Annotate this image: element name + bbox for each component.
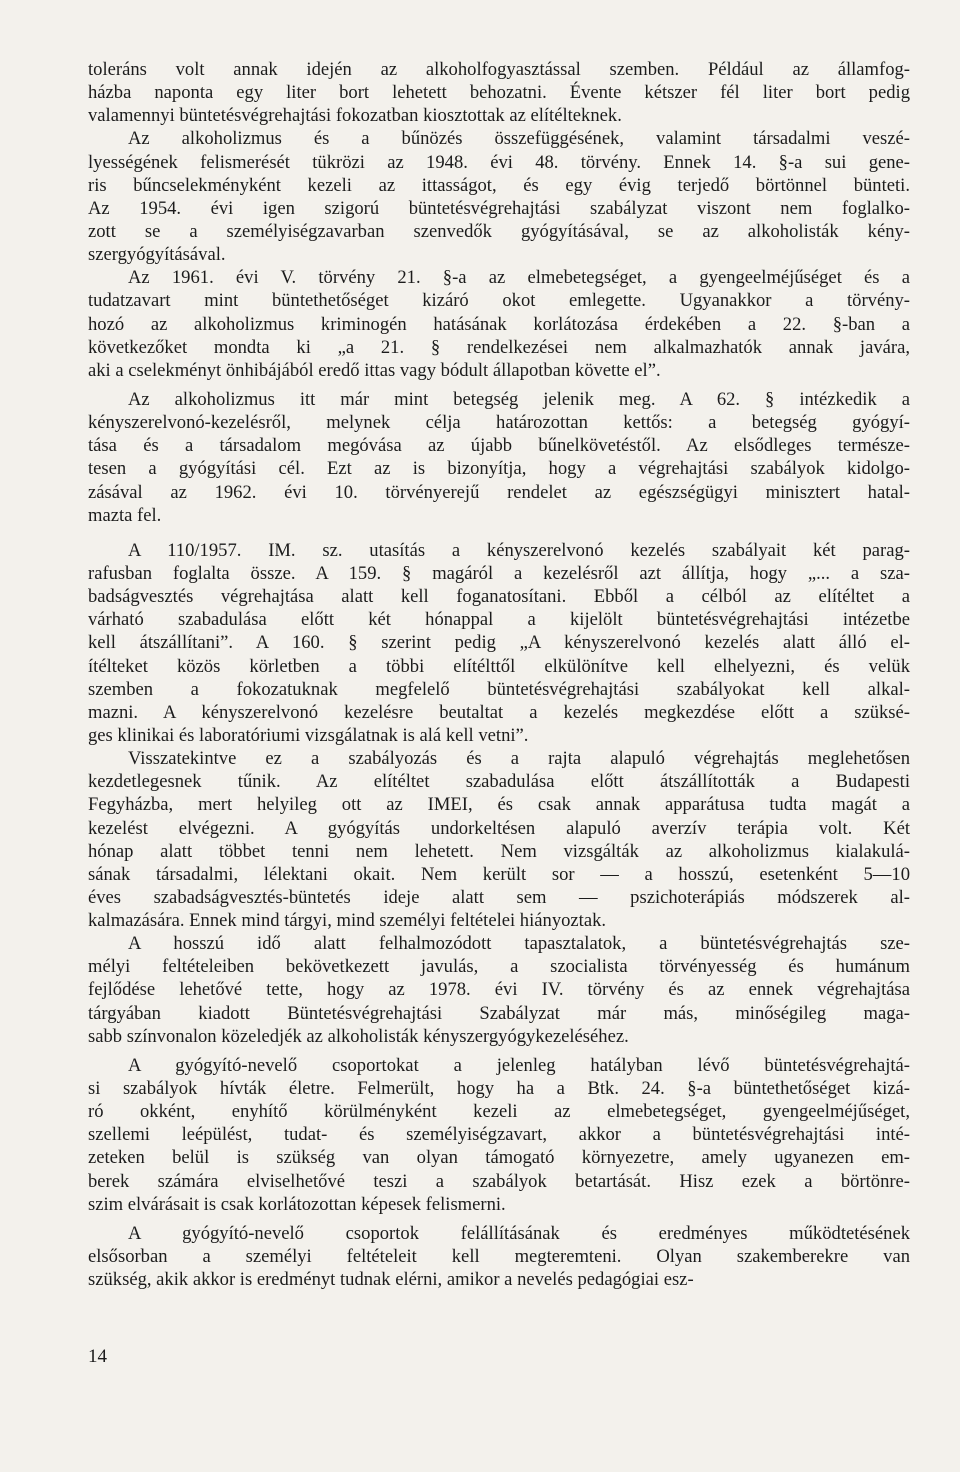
- text-line: szemben a fokozatuknak megfelelő büntetésvégrehajtási szabályokat kell alkal-: [88, 678, 910, 700]
- text-line: badságvesztés végrehajtása alatt kell foganatosítani. Ebből a célból az elítéltet a: [88, 586, 910, 608]
- text-line: ges klinikai és laboratóriumi vizsgálatnak is alá kell vetni”.: [88, 724, 529, 746]
- text-line: Az 1961. évi V. törvény 21. §-a az elmebetegséget, a gyengeelméjűséget és a: [128, 267, 910, 289]
- text-line: fejlődése lehetővé tette, hogy az 1978. évi IV. törvény és az ennek végrehajtása: [88, 979, 910, 1001]
- text-line: valamennyi büntetésvégrehajtási fokozatban kiosztottak az elítélteknek.: [88, 105, 622, 127]
- paragraph: [88, 932, 910, 1048]
- text-line: tesen a gyógyítási cél. Ezt az is bizonyítja, hogy a végrehajtási szabályok kidolgo-: [88, 458, 910, 480]
- text-line: zeteken belül is szükség van olyan támogató környezetre, amely ugyanezen em-: [88, 1147, 910, 1169]
- text-line: ítélteket közös körletben a többi elítélttől elkülönítve kell elhelyezni, és velük: [88, 655, 910, 677]
- text-line: ró okként, enyhítő körülményként kezeli az elmebetegséget, gyengeelméjűséget,: [88, 1101, 910, 1123]
- text-line: toleráns volt annak idején az alkoholfogyasztással szemben. Például az államfog-: [88, 59, 910, 80]
- text-line: Fegyházba, mert helyileg ott az IMEI, és csak annak apparátusa tudta magát a: [88, 794, 910, 816]
- text-line: szergyógyításával.: [88, 244, 226, 266]
- text-line: Az 1954. évi igen szigorú büntetésvégrehajtási szabályzat viszont nem foglalko-: [88, 197, 910, 219]
- text-line: zásával az 1962. évi 10. törvényerejű rendelet az egészségügyi minisztert hatal-: [88, 481, 910, 503]
- text-line: tárgyában kiadott Büntetésvégrehajtási Szabályzat már más, minőségileg maga-: [88, 1002, 910, 1024]
- text-line: berek számára elviselhetővé teszi a szabályok betartását. Hisz ezek a börtönre-: [88, 1170, 910, 1192]
- text-line: szellemi leépülést, tudat- és személyiségzavart, akkor a büntetésvégrehajtási inté-: [88, 1124, 910, 1146]
- text-line: Visszatekintve ez a szabályozás és a rajta alapuló végrehajtás meglehetősen: [128, 748, 910, 770]
- text-line: éves szabadságvesztés-büntetés ideje alatt sem — pszichoterápiás módszerek al-: [88, 886, 910, 908]
- paragraph: [88, 127, 910, 266]
- text-line: sabb színvonalon közeledjék az alkoholisták kényszergyógykezeléséhez.: [88, 1025, 629, 1047]
- text-line: kezelést elvégezni. A gyógyítás undorkeltésen alapuló averzív terápia volt. Két: [88, 817, 910, 839]
- text-line: házba naponta egy liter bort lehetett behozatni. Évente kétszer fél liter bort pedig: [88, 82, 910, 104]
- text-line: lyességének felismerését tükrözi az 1948. évi 48. törvény. Ennek 14. §-a sui gene-: [88, 151, 910, 173]
- text-line: tudatzavart mint büntethetőséget kizáró okot emlegette. Ugyanakkor a törvény-: [88, 290, 910, 312]
- text-line: szükség, akik akkor is eredményt tudnak elérni, amikor a nevelés pedagógiai esz-: [88, 1269, 694, 1291]
- text-line: hozó az alkoholizmus kriminogén hatásának korlátozása érdekében a 22. §-ban a: [88, 313, 910, 335]
- text-line: ris bűncselekményként kezeli az ittasságot, és egy évig terjedő börtönnel bünteti.: [88, 174, 910, 196]
- text-line: elsősorban a személyi feltételeit kell megteremteni. Olyan szakemberekre van: [88, 1246, 910, 1268]
- text-line: A hosszú idő alatt felhalmozódott tapasztalatok, a büntetésvégrehajtás sze-: [128, 933, 910, 955]
- text-line: mélyi feltételeiben bekövetkezett javulás, a szocialista törvényesség és humánum: [88, 956, 910, 978]
- text-line: A gyógyító-nevelő csoportokat a jelenleg hatályban lévő büntetésvégrehajtá-: [128, 1054, 910, 1076]
- text-line: kezdetlegesnek tűnik. Az elítéltet szabadulása előtt átszállították a Budapesti: [88, 771, 910, 793]
- paragraph: [88, 1222, 910, 1291]
- text-line: várható szabadulása előtt két hónappal a kijelölt büntetésvégrehajtási intézetbe: [88, 609, 910, 631]
- text-line: Az alkoholizmus itt már mint betegség jelenik meg. A 62. § intézkedik a: [128, 388, 910, 410]
- text-line: következőket mondta ki „a 21. § rendelkezései nem alkalmazhatók annak javára,: [88, 336, 910, 358]
- text-line: si szabályok hívták életre. Felmerült, hogy ha a Btk. 24. §-a büntethetőséget kizá-: [88, 1078, 910, 1100]
- text-line: rafusban foglalta össze. A 159. § magáról a kezelésről azt állítja, hogy „... a sza-: [88, 562, 910, 584]
- paragraph-spacer: [88, 527, 910, 539]
- paragraph: [88, 1054, 910, 1216]
- paragraph: [88, 388, 910, 527]
- text-line: zott se a személyiségzavarban szenvedők gyógyításával, se az alkoholisták kény-: [88, 220, 910, 242]
- text-line: mazni. A kényszerelvonó kezelésre beutaltat a kezelés megkezdése előtt a szüksé-: [88, 701, 910, 723]
- text-line: kényszerelvonó-kezelésről, melynek célja határozottan kettős: a betegség gyógyí-: [88, 412, 910, 434]
- text-line: kalmazására. Ennek mind tárgyi, mind személyi feltételei hiányoztak.: [88, 910, 607, 932]
- paragraph: [88, 539, 910, 747]
- paragraph: [88, 58, 910, 127]
- text-line: mazta fel.: [88, 504, 162, 526]
- page-number: 14: [88, 1346, 107, 1367]
- text-line: aki a cselekményt önhibájából eredő ittas vagy bódult állapotban követte el”.: [88, 359, 661, 381]
- text-line: kell átszállítani”. A 160. § szerint pedig „A kényszerelvonó kezelés alatt álló el-: [88, 632, 910, 654]
- text-line: szim elvárásait is csak korlátozottan képesek felismerni.: [88, 1193, 506, 1215]
- text-line: hónap alatt többet tenni nem lehetett. Nem vizsgálták az alkoholizmus kialakulá-: [88, 840, 910, 862]
- text-line: Az alkoholizmus és a bűnözés összefüggésének, valamint társadalmi veszé-: [128, 128, 910, 150]
- paragraph: [88, 266, 910, 382]
- text-line: A gyógyító-nevelő csoportok felállításának és eredményes működtetésének: [128, 1222, 910, 1244]
- body-text: [88, 58, 910, 1291]
- text-line: sának társadalmi, lélektani okait. Nem került sor — a hosszú, esetenként 5—10: [88, 863, 910, 885]
- paragraph: [88, 747, 910, 932]
- text-line: A 110/1957. IM. sz. utasítás a kényszerelvonó kezelés szabályait két parag-: [128, 539, 910, 561]
- text-line: tása és a társadalom megóvása az újabb bűnelkövetéstől. Az elsődleges természe-: [88, 435, 910, 457]
